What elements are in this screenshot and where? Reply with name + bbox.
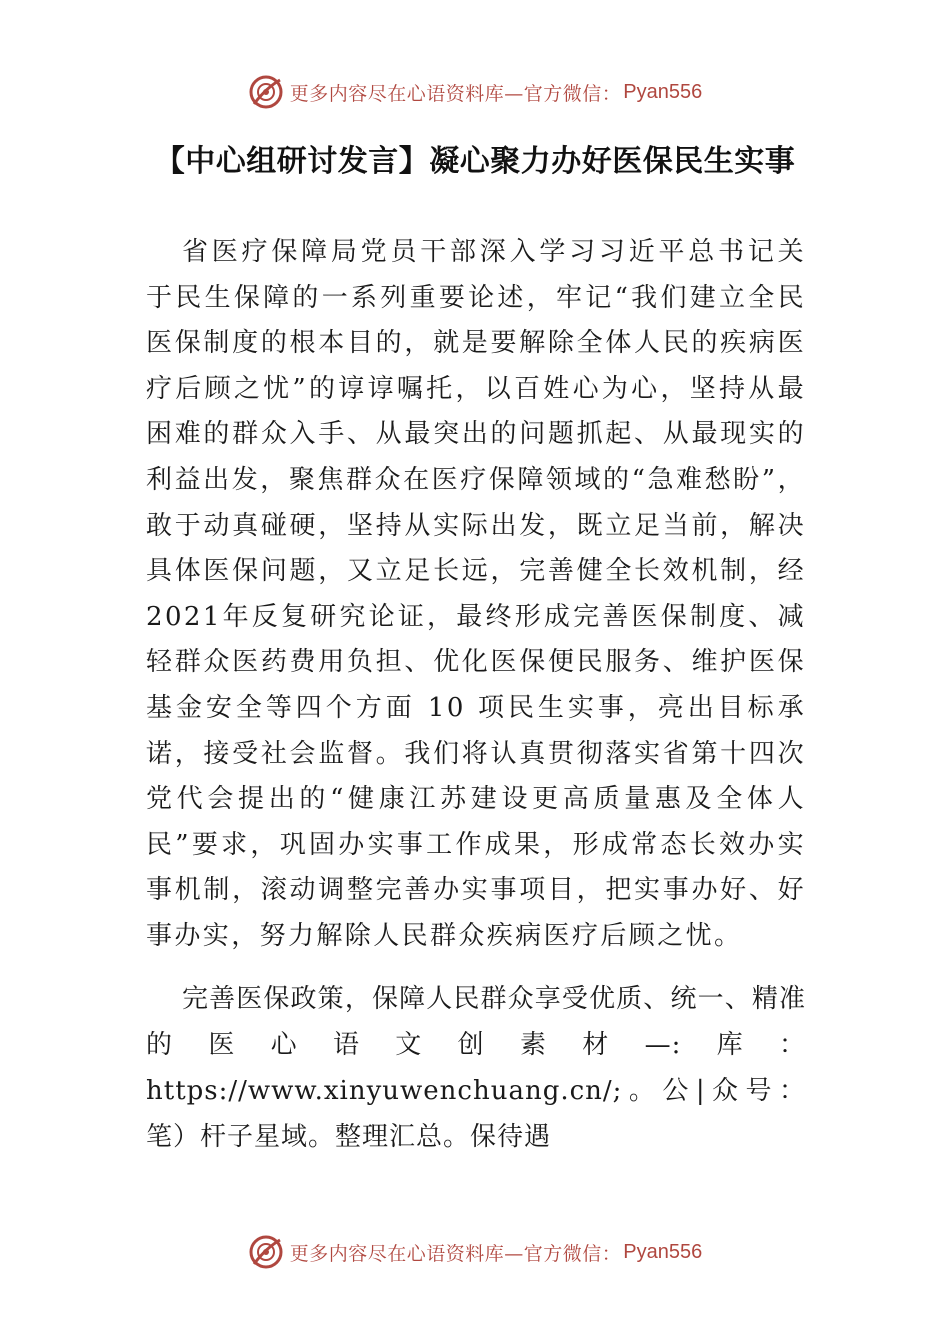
header-banner xyxy=(0,72,950,112)
logo-icon xyxy=(248,74,284,110)
logo-icon xyxy=(248,1234,284,1270)
paragraph-2: 完善医保政策，保障人民群众享受优质、统一、精准的医心语文创素材—:库：https://www.xinyuwenchuang.cn/;。公|众号：笔）杆子星域。整理汇总。保待遇 xyxy=(146,983,806,1152)
banner-site-text: 更多内容尽在心语资料库—官方微信： xyxy=(289,1242,622,1265)
banner-wechat-id: Pyan556 xyxy=(623,1240,703,1263)
banner-wechat-id: Pyan556 xyxy=(623,80,703,103)
footer-banner xyxy=(0,1232,950,1272)
document-body xyxy=(146,230,806,1160)
banner-site-text: 更多内容尽在心语资料库—官方微信： xyxy=(289,82,622,105)
paragraph-1: 省医疗保障局党员干部深入学习习近平总书记关于民生保障的一系列重要论述，牢记“我们建立全民医保制度的根本目的，就是要解除全体人民的疾病医疗后顾之忧”的谆谆嘱托，以百姓心为心，坚持从最困难的群众入手、从最突出的问题抓起、从最现实的利益出发，聚焦群众在医疗保障领域的“急难愁盼”，敢于动真碰硬，坚持从实际出发，既立足当前，解决具体医保问题，又立足长远，完善健全长效机制，经 2021年反复研究论证，最终形成完善医保制度、减轻群众医药费用负担、优化医保便民服务、维护医保基金安全等四个方面 10 项民生实事，亮出目标承诺，接受社会监督。我们将认真贯彻落实省第十四次党代会提出的“健康江苏建设更高质量惠及全体人民”要求，巩固办实事工作成果，形成常态长效办实事机制，滚动调整完善办实事项目，把实事办好、好事办实，努力解除人民群众疾病医疗后顾之忧。 xyxy=(146,237,806,951)
document-title: 【中心组研讨发言】凝心聚力办好医保民生实事 xyxy=(154,144,796,179)
